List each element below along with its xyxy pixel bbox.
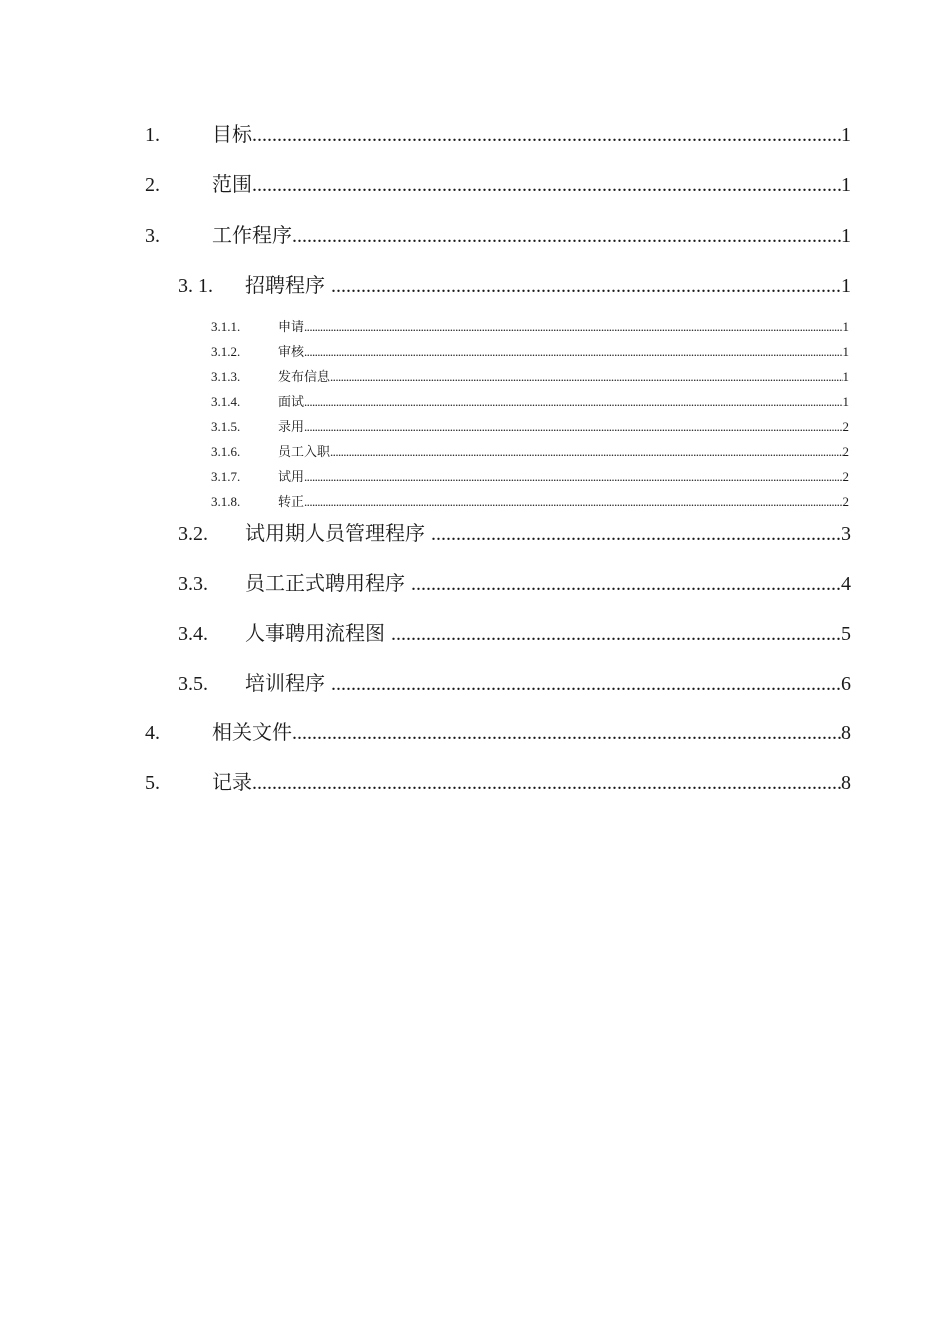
- toc-title: 相关文件: [212, 722, 292, 744]
- toc-page-number: 3: [841, 523, 851, 545]
- dot-leader: [252, 771, 841, 795]
- toc-number: 3.1.3.: [211, 369, 241, 384]
- toc-number: 3.1.7.: [211, 469, 241, 484]
- toc-entry-hr-flowchart[interactable]: [178, 622, 851, 646]
- toc-title: 人事聘用流程图: [245, 623, 385, 645]
- dot-leader: [252, 123, 841, 147]
- toc-title: 招聘程序: [245, 275, 325, 297]
- toc-entry-interview[interactable]: [211, 394, 849, 410]
- toc-number: 3.2.: [178, 523, 208, 545]
- toc-entry-confirmation[interactable]: [211, 494, 849, 510]
- toc-page-number: 4: [841, 573, 851, 595]
- toc-number: 5.: [145, 772, 160, 794]
- toc-page-number: 2: [842, 419, 849, 434]
- toc-page-number: 2: [842, 494, 849, 509]
- toc-title: 范围: [212, 174, 252, 196]
- toc-title: 试用期人员管理程序: [245, 523, 425, 545]
- toc-number: 3.5.: [178, 673, 208, 695]
- toc-title: 培训程序: [245, 673, 325, 695]
- toc-page-number: 1: [842, 344, 849, 359]
- toc-page-number: 1: [842, 319, 849, 334]
- toc-page-number: 1: [842, 369, 849, 384]
- dot-leader: [304, 494, 842, 510]
- toc-number: 3.4.: [178, 623, 208, 645]
- toc-page-number: 2: [842, 469, 849, 484]
- dot-leader: [292, 224, 841, 248]
- toc-number: 3.1.8.: [211, 494, 241, 509]
- dot-leader: [292, 721, 841, 745]
- toc-entry-scope[interactable]: [145, 173, 851, 197]
- toc-number: 2.: [145, 174, 160, 196]
- toc-title: 员工入职: [278, 444, 331, 459]
- dot-leader: [330, 369, 842, 385]
- toc-number: 3.1.6.: [211, 444, 241, 459]
- toc-title: 申请: [278, 319, 305, 334]
- dot-leader: [252, 173, 841, 197]
- dot-leader: [431, 522, 841, 546]
- toc-entry-related-documents[interactable]: [145, 721, 851, 745]
- toc-entry-probation-management[interactable]: [178, 522, 851, 546]
- toc-entry-training-procedure[interactable]: [178, 672, 851, 696]
- toc-title: 审核: [278, 344, 305, 359]
- toc-page-number: 6: [841, 673, 851, 695]
- toc-entry-application[interactable]: [211, 319, 849, 335]
- toc-number: 1.: [145, 124, 160, 146]
- dot-leader: [411, 572, 841, 596]
- toc-entry-formal-employment[interactable]: [178, 572, 851, 596]
- toc-entry-records[interactable]: [145, 771, 851, 795]
- toc-entry-onboarding[interactable]: [211, 444, 849, 460]
- toc-page-number: 1: [841, 174, 851, 196]
- dot-leader: [304, 394, 842, 410]
- dot-leader: [391, 622, 841, 646]
- toc-number: 3.1.1.: [211, 319, 241, 334]
- toc-title: 记录: [212, 772, 252, 794]
- toc-entry-review[interactable]: [211, 344, 849, 360]
- toc-entry-trial[interactable]: [211, 469, 849, 485]
- toc-number: 3. 1.: [178, 275, 213, 297]
- dot-leader: [304, 419, 842, 435]
- toc-title: 员工正式聘用程序: [245, 573, 405, 595]
- toc-number: 3.1.5.: [211, 419, 241, 434]
- toc-number: 4.: [145, 722, 160, 744]
- toc-title: 工作程序: [212, 225, 292, 247]
- toc-number: 3.1.4.: [211, 394, 241, 409]
- toc-number: 3.1.2.: [211, 344, 241, 359]
- toc-page-number: 5: [841, 623, 851, 645]
- toc-number: 3.: [145, 225, 160, 247]
- toc-page-number: 1: [841, 275, 851, 297]
- toc-entry-objective[interactable]: [145, 123, 851, 147]
- toc-page-number: 1: [842, 394, 849, 409]
- toc-title: 发布信息: [278, 369, 331, 384]
- toc-page-number: 1: [841, 124, 851, 146]
- toc-entry-work-procedure[interactable]: [145, 224, 851, 248]
- toc-page-number: 1: [841, 225, 851, 247]
- dot-leader: [331, 672, 841, 696]
- toc-entry-hiring[interactable]: [211, 419, 849, 435]
- dot-leader: [330, 444, 842, 460]
- toc-page-number: 2: [842, 444, 849, 459]
- dot-leader: [304, 319, 842, 335]
- toc-title: 目标: [212, 124, 252, 146]
- toc-entry-recruitment-procedure[interactable]: [178, 274, 851, 298]
- dot-leader: [331, 274, 841, 298]
- toc-number: 3.3.: [178, 573, 208, 595]
- toc-entry-publish-info[interactable]: [211, 369, 849, 385]
- toc-title: 试用: [278, 469, 305, 484]
- toc-page-number: 8: [841, 722, 851, 744]
- dot-leader: [304, 344, 842, 360]
- toc-page-number: 8: [841, 772, 851, 794]
- toc-title: 转正: [278, 494, 305, 509]
- toc-title: 录用: [278, 419, 305, 434]
- toc-title: 面试: [278, 394, 305, 409]
- dot-leader: [304, 469, 842, 485]
